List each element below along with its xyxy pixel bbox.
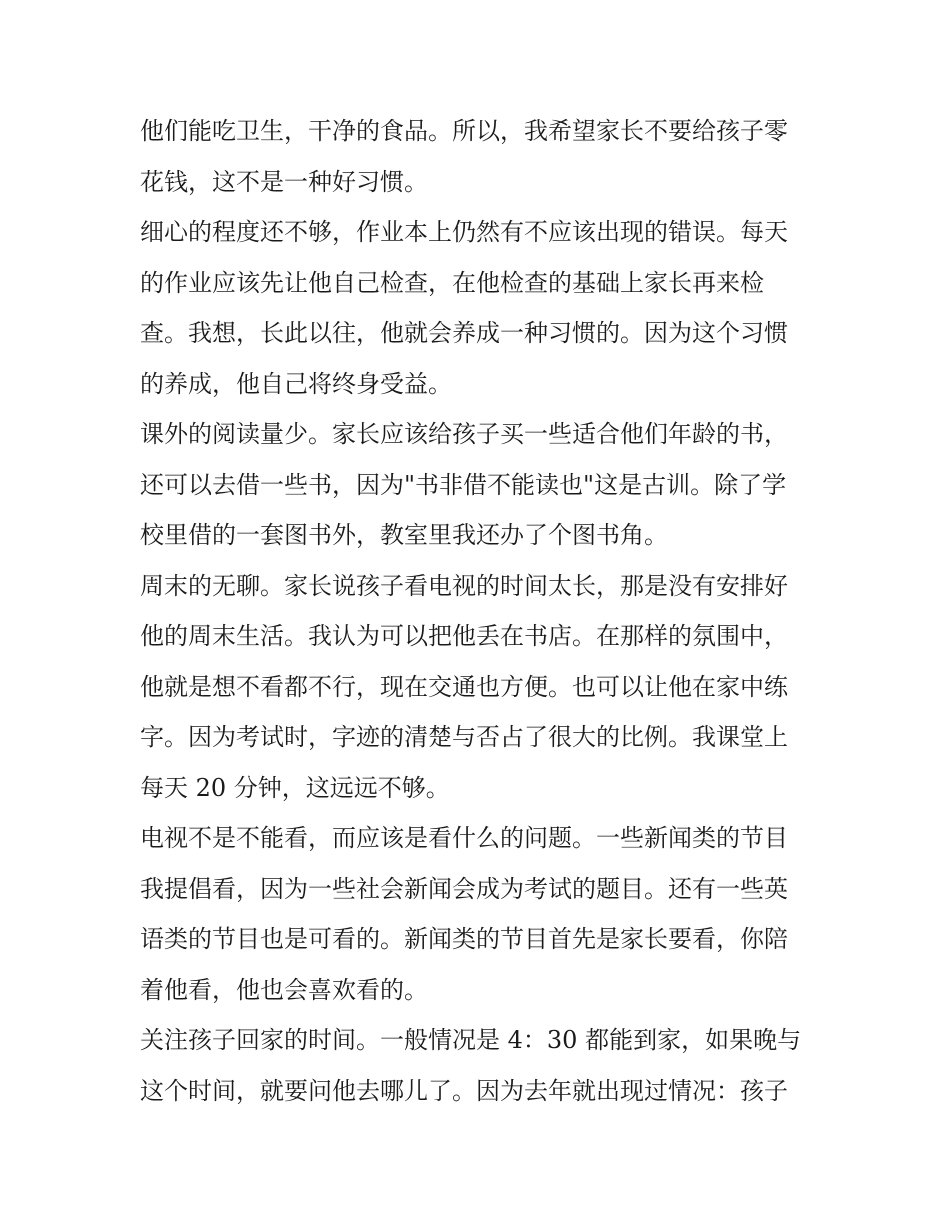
text-line: 的作业应该先让他自己检查，在他检查的基础上家长再来检 xyxy=(140,268,764,297)
text-line: 周末的无聊。家长说孩子看电视的时间太长，那是没有安排好 xyxy=(140,571,788,600)
text-line: 课外的阅读量少。家长应该给孩子买一些适合他们年龄的书， xyxy=(140,420,788,448)
text-line: 花钱，这不是一种好习惯。 xyxy=(140,167,428,196)
text-line: 语类的节目也是可看的。新闻类的节目首先是家长要看，你陪 xyxy=(140,925,788,953)
text-line: 着他看，他也会喜欢看的。 xyxy=(140,975,428,1004)
text-line: 查。我想，长此以往，他就会养成一种习惯的。因为这个习惯 xyxy=(140,319,788,347)
text-line: 每天 20 分钟，这远远不够。 xyxy=(140,773,450,802)
text-line: 电视不是不能看，而应该是看什么的问题。一些新闻类的节目 xyxy=(140,824,788,852)
text-line: 还可以去借一些书，因为"书非借不能读也"这是古训。除了学 xyxy=(140,470,787,499)
text-line: 他就是想不看都不行，现在交通也方便。也可以让他在家中练 xyxy=(140,672,788,701)
text-line: 字。因为考试时，字迹的清楚与否占了很大的比例。我课堂上 xyxy=(140,723,788,751)
text-line: 我提倡看，因为一些社会新闻会成为考试的题目。还有一些英 xyxy=(140,874,788,903)
text-line: 的养成，他自己将终身受益。 xyxy=(140,369,452,398)
text-line: 这个时间，就要问他去哪儿了。因为去年就出现过情况：孩子 xyxy=(140,1076,788,1105)
text-line: 他们能吃卫生，干净的食品。所以，我希望家长不要给孩子零 xyxy=(140,117,788,145)
document-body xyxy=(140,106,820,1116)
text-line: 他的周末生活。我认为可以把他丢在书店。在那样的氛围中， xyxy=(140,622,788,650)
text-line: 校里借的一套图书外，教室里我还办了个图书角。 xyxy=(140,521,668,549)
text-line: 关注孩子回家的时间。一般情况是 4：30 都能到家，如果晚与 xyxy=(140,1026,802,1054)
text-line: 细心的程度还不够，作业本上仍然有不应该出现的错误。每天 xyxy=(140,218,788,246)
